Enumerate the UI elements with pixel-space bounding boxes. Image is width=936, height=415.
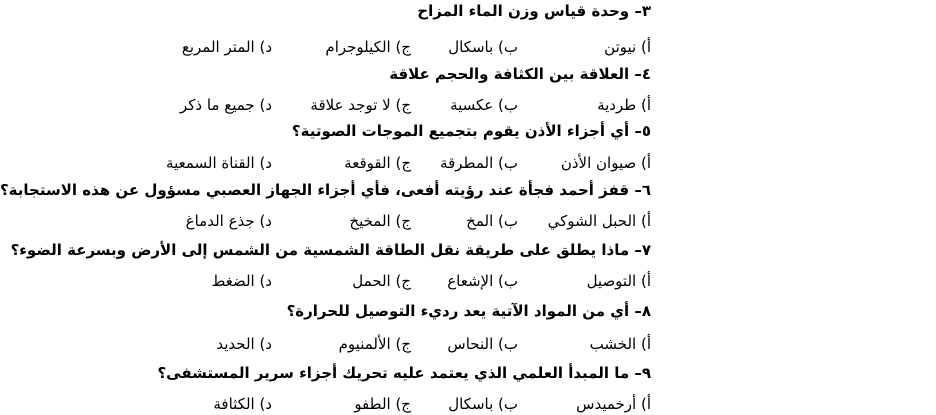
question-8-option-a: أ) الخشب [589,335,651,353]
question-6-option-b: ب) المخ [466,212,518,230]
question-3: ٣– وحدة قياس وزن الماء المزاح [417,2,651,20]
question-8-option-c: ج) الألمنيوم [338,335,411,353]
question-9-option-c: ج) الطفو [354,395,411,413]
question-3-option-d: د) المتر المربع [181,38,272,56]
question-4-option-c: ج) لا توجد علاقة [310,96,411,114]
question-4: ٤– العلاقة بين الكثافة والحجم علاقة [389,65,651,83]
question-9-option-b: ب) باسكال [448,395,518,413]
question-6-option-c: ج) المخيخ [349,212,411,230]
question-8: ٨– أي من المواد الآتية يعد رديء التوصيل للحرارة؟ [286,302,651,320]
question-9-option-a: أ) أرخميدس [576,395,651,413]
question-5-option-b: ب) المطرقة [440,154,518,172]
question-3-option-c: ج) الكيلوجرام [325,38,411,56]
question-7-option-c: ج) الحمل [352,272,411,290]
question-5-option-c: ج) القوقعة [344,154,411,172]
question-5: ٥– أي أجزاء الأذن يقوم بتجميع الموجات الصوتية؟ [291,122,651,140]
question-4-option-b: ب) عكسية [450,96,518,114]
question-8-option-d: د) الحديد [216,335,272,353]
question-4-option-a: أ) طردية [597,96,651,114]
question-7-option-b: ب) الإشعاع [447,272,518,290]
question-6: ٦– قفز أحمد فجأة عند رؤيته أفعى، فأي أجزاء الجهاز العصبي مسؤول عن هذه الاستجابة؟ [0,181,651,199]
question-8-option-b: ب) النحاس [447,335,518,353]
question-5-option-a: أ) صيوان الأذن [560,154,651,172]
question-3-option-a: أ) نيوتن [604,38,651,56]
question-9: ٩– ما المبدأ العلمي الذي يعتمد عليه تحريك أجزاء سرير المستشفى؟ [157,364,651,382]
question-4-option-d: د) جميع ما ذكر [180,96,272,114]
question-7-option-a: أ) التوصيل [586,272,651,290]
question-6-option-a: أ) الحبل الشوكي [547,212,651,230]
question-6-option-d: د) جذع الدماغ [185,212,272,230]
question-9-option-d: د) الكثافة [213,395,272,413]
question-7-option-d: د) الضغط [211,272,272,290]
question-5-option-d: د) القناة السمعية [166,154,272,172]
question-7: ٧– ماذا يطلق على طريقة نقل الطاقة الشمسية من الشمس إلى الأرض وبسرعة الضوء؟ [10,241,651,259]
question-3-option-b: ب) باسكال [448,38,518,56]
